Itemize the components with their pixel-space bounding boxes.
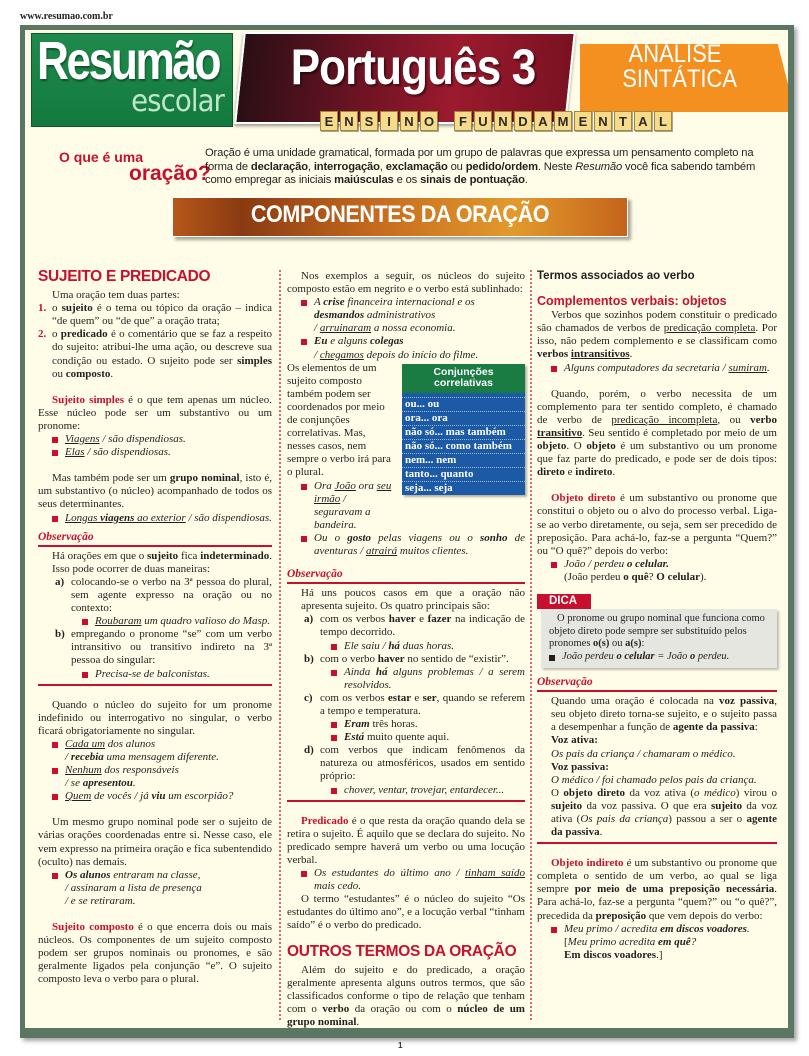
level-tile: N <box>594 111 612 131</box>
bullet-icon <box>52 873 58 879</box>
tile-spacer <box>440 111 452 124</box>
bullet-icon <box>82 672 88 678</box>
lettered-item: a) colocando-se o verbo na 3ª pessoa do plural, sem agente expresso na oração ou no contexto: <box>55 575 272 615</box>
example-item: Eu e alguns colegas / chegamos depois do início do filme. <box>287 335 525 361</box>
conjunction-item: não só... mas também <box>402 425 525 439</box>
bullet-icon <box>551 562 557 568</box>
subheading-complementos: Complementos verbais: objetos <box>537 294 727 309</box>
brand-logo <box>31 33 233 127</box>
example-item: Eram três horas. <box>301 718 525 731</box>
bullet-icon <box>301 484 307 490</box>
example-item: A crise financeira internacional e os desmandos administrativos / arruinaram a nossa economia. <box>287 296 525 335</box>
level-tile: I <box>380 111 398 131</box>
bullet-icon <box>331 670 337 676</box>
observation-title: Observação <box>38 531 272 547</box>
bullet-icon <box>301 536 307 542</box>
tip-body: O pronome ou grupo nominal que funciona como objeto direto pode sempre ser substituído pelos pronomes o(s) ou a(s): João perdeu o celular = João o perdeu. <box>541 609 777 668</box>
bullet-icon <box>52 742 58 748</box>
level-tile: T <box>614 111 632 131</box>
paragraph: Um mesmo grupo nominal pode ser o sujeito de várias orações coordenadas entre si. Nesse caso, ele vem expresso na primeira oração e fica subentendido (oculto) nas demais. <box>38 816 272 868</box>
paragraph: Os elementos de um sujeito composto também podem ser coordenados por meio de conjunções correlativas. Mas, nesses casos, nem sempre o verbo irá para o plural. <box>287 361 391 479</box>
lettered-item: c) com os verbos estar e ser, quando se referem a tempo e temperatura. <box>304 691 526 717</box>
lettered-item: a) com os verbos haver e fazer na indicação de tempo decorrido. <box>304 613 525 639</box>
paragraph: Além do sujeito e do predicado, a oração geralmente apresenta alguns outros termos, que são classificados conforme o tipo de relação que tenham com o verbo da oração ou com o núcleo de um grupo nominal. <box>287 963 525 1028</box>
conjunction-item: ou... ou <box>402 397 525 411</box>
bullet-icon <box>331 788 337 794</box>
paragraph-objeto-direto: Objeto direto é um substantivo ou pronome que constitui o objeto ou o alvo do processo verbal. Liga-se ao verbo diretamente, ou seja, sem ser precedido de preposição. Para achá-lo, faz-se a pergunta “Quem?” ou “O quê?” depois do verbo: <box>537 492 777 557</box>
paragraph: Uma oração tem duas partes: <box>52 289 180 302</box>
page-content <box>25 30 788 1028</box>
bullet-icon <box>331 644 337 650</box>
paragraph-sujeito-composto: Sujeito composto é o que encerra dois ou mais núcleos. Os componentes de um sujeito composto podem ser grupos nominais ou pronomes, e são geralmente ligados pela conjunção “e”. O sujeito composto leva o verbo para o plural. <box>38 921 273 986</box>
lettered-item: b) com o verbo haver no sentido de “existir”. <box>304 652 509 665</box>
bullet-icon <box>52 794 58 800</box>
numbered-item: 2. o predicado é o comentário que se faz a respeito do sujeito: atribui-lhe uma ação, ou descreve sua condição ou estado. O sujeito pode ser simples ou composto. <box>38 328 272 380</box>
level-tile: M <box>554 111 572 131</box>
intro-question-line-1: O que é uma <box>59 149 144 165</box>
example-item: Longas viagens ao exterior / são dispendiosas. <box>38 512 272 525</box>
observation-box: Há orações em que o sujeito fica indeterminado. Isso pode ocorrer de duas maneiras: a) colocando-se o verbo na 3ª pessoa do plural, sem agente expresso na oração ou no contexto: Roubaram um quadro valioso do Masp. b) empregando o pronome “se” com um verbo intransitivo ou transitivo indireto na 3ª pessoa do singular: Precisa-se de balconistas. <box>38 550 272 686</box>
example-item: João / perdeu o celular. (João perdeu o quê? O celular). <box>537 558 777 584</box>
example-item: Viagens / são dispendiosas. <box>38 433 272 446</box>
column-divider <box>530 270 532 1020</box>
topic-title <box>622 40 738 93</box>
paragraph: Nos exemplos a seguir, os núcleos do sujeito composto estão em negrito e o verbo está sublinhado: <box>287 270 525 296</box>
bullet-icon <box>331 735 337 741</box>
site-url[interactable]: www.resumao.com.br <box>20 11 113 22</box>
bullet-icon <box>301 871 307 877</box>
heading-sujeito-predicado: SUJEITO E PREDICADO <box>38 268 211 285</box>
bullet-icon <box>551 927 557 933</box>
example-item: Precisa-se de balconistas. <box>52 668 272 681</box>
level-tile: A <box>634 111 652 131</box>
example-item: Nenhum dos responsáveis / se apresentou. <box>38 764 272 790</box>
example-item: Elas / são dispendiosas. <box>38 446 272 459</box>
bullet-icon <box>301 339 307 345</box>
paragraph-predicado: Predicado é o que resta da oração quando dela se retira o sujeito. É aquilo que se declara do sujeito. No predicado sempre haverá um verbo ou uma locução verbal. <box>287 814 525 866</box>
page-title: Português 3 <box>290 39 536 95</box>
conjunction-item: seja... seja <box>402 481 525 495</box>
example-item: Roubaram um quadro valioso do Masp. <box>52 615 272 628</box>
bullet-icon <box>331 722 337 728</box>
paragraph: Mas também pode ser um grupo nominal, isto é, um substantivo (o núcleo) acompanhado de todos os seus determinantes. <box>38 472 272 511</box>
conjunction-item: tanto... quanto <box>402 467 525 481</box>
level-tile: U <box>474 111 492 131</box>
level-tile: F <box>454 111 472 131</box>
numbered-item: 1. o sujeito é o tema ou tópico da oração – indica “de quem” ou “de que” a oração trata; <box>38 302 273 328</box>
tip-label: DICA <box>537 594 591 609</box>
example-item: Os alunos entraram na classe, / assinaram a lista de presença / e se retiraram. <box>38 869 272 908</box>
conjunction-item: ora... ora <box>402 411 525 425</box>
paragraph-objeto-indireto: Objeto indireto é um substantivo ou pronome que completa o sentido de um verbo, ao qual se liga sempre por meio de uma preposição necessária. Para achá-lo, faz-se a pergunta “quem?” ou “o quê?”, precedida da preposição que vem depois do verbo: <box>537 857 778 922</box>
example-item: Ainda há alguns problemas / a serem resolvidos. <box>301 666 525 692</box>
column-1 <box>38 270 272 987</box>
observation-title: Observação <box>287 568 525 584</box>
bullet-icon <box>549 655 555 661</box>
bullet-icon <box>52 437 58 443</box>
topic-line-2: SINTÁTICA <box>622 65 738 93</box>
paragraph-sujeito-simples: Sujeito simples é o que tem apenas um núcleo. Esse núcleo pode ser um substantivo ou um pronome: <box>38 393 272 432</box>
example-item: Alguns computadores da secretaria / sumiram. <box>537 362 777 375</box>
tip-box <box>537 594 777 668</box>
level-tile: N <box>494 111 512 131</box>
heading-termos-verbo: Termos associados ao verbo <box>537 270 695 282</box>
level-tile: N <box>340 111 358 131</box>
intro-text: Oração é uma unidade gramatical, formada por um grupo de palavras que expressa um pensamento completo na forma de declaração, interrogação, exclamação ou pedido/ordem. Neste Resumão você fica sabendo também como empregar as iniciais maiúsculas e os sinais de pontuação. <box>205 147 756 186</box>
observation-box: Há uns poucos casos em que a oração não apresenta sujeito. Os quatro principais são: a) com os verbos haver e fazer na indicação de tempo decorrido. Ele saiu / há duas horas. b) com o verbo haver no sentido de “existir”. Ainda há alguns problemas / a serem resolvidos. c) com os verbos estar e ser, quando se referem a tempo e temperatura. Eram três horas. Está muito quente aqui. d) com verbos que indicam fenômenos da natureza ou atmosféricos, usados em sentido próprio: chover, ventar, trovejar, entardecer... <box>287 587 525 802</box>
level-tile: L <box>654 111 672 131</box>
level-tile: E <box>574 111 592 131</box>
example-item: Ele saiu / há duas horas. <box>301 640 525 653</box>
paragraph: Quando, porém, o verbo necessita de um complemento para ter sentido completo, é chamado de verbo de predicação incompleta, ou verbo transitivo. Seu sentido é completado por meio de um objeto. O objeto é um substantivo ou um pronome que faz parte do predicado, e pode ser de dois tipos: direto e indireto. <box>537 387 777 479</box>
paragraph: Verbos que sozinhos podem constituir o predicado são chamados de verbos de predicação completa. Por isso, não pedem complemento e se classificam como verbos intransitivos. <box>537 309 777 361</box>
example-item: João perdeu o celular = João o perdeu. <box>549 651 771 664</box>
paragraph: O termo “estudantes” é o núcleo do sujeito “Os estudantes do último ano”, e a locução verbal “tinham saído” é o verbo do predicado. <box>287 893 525 932</box>
bullet-icon <box>82 619 88 625</box>
bullet-icon <box>551 366 557 372</box>
topic-line-1: ANÁLISE <box>628 40 722 68</box>
example-item: Está muito quente aqui. <box>301 731 525 744</box>
example-item: Cada um dos alunos / recebia uma mensagem diferente. <box>38 738 272 764</box>
observation-box: Quando uma oração é colocada na voz passiva, seu objeto direto torna-se sujeito, e o sujeito passa a desempenhar a função de agente da passiva: Voz ativa: Os pais da criança / chamaram o médico. Voz passiva: O médico / foi chamado pelos pais da criança. O objeto direto da voz ativa (o médico) virou o sujeito da voz passiva. O que era sujeito da voz ativa (Os pais da criança) passou a ser o agente da passiva. <box>537 695 777 844</box>
observation-title: Observação <box>537 676 777 692</box>
level-tiles <box>320 111 672 131</box>
page-frame <box>20 25 794 1038</box>
bullet-icon <box>52 516 58 522</box>
level-tile: A <box>534 111 552 131</box>
lettered-item: b) empregando o pronome “se” com um verbo intransitivo ou transitivo indireto na 3ª pessoa do singular: <box>55 628 272 667</box>
column-divider <box>279 270 281 1020</box>
example-item: Os estudantes do último ano / tinham saído mais cedo. <box>287 867 525 893</box>
example-item: chover, ventar, trovejar, entardecer... <box>301 784 525 797</box>
paragraph: Quando o núcleo do sujeito for um pronome indefinido ou interrogativo no singular, o verbo ficará obrigatoriamente no singular. <box>38 698 272 737</box>
level-tile: S <box>360 111 378 131</box>
conjunctions-box <box>402 364 525 495</box>
bullet-icon <box>301 300 307 306</box>
section-banner-title: COMPONENTES DA ORAÇÃO <box>250 201 550 228</box>
intro-question-line-2: oração? <box>129 162 211 185</box>
level-tile: E <box>320 111 338 131</box>
page-number: 1 <box>398 1041 403 1050</box>
column-3 <box>537 270 777 962</box>
bullet-icon <box>52 450 58 456</box>
example-item: Ou o gosto pelas viagens ou o sonho de aventuras / atrairá muitos clientes. <box>287 532 525 558</box>
heading-outros-termos: OUTROS TERMOS DA ORAÇÃO <box>287 942 517 960</box>
example-item: Quem de vocês / já viu um escorpião? <box>38 790 272 803</box>
bullet-icon <box>52 768 58 774</box>
level-tile: N <box>400 111 418 131</box>
example-item: Ora João ora seu irmão / seguravam a bandeira. <box>287 480 394 532</box>
logo-sub-text: escolar <box>131 84 224 119</box>
level-tile: D <box>514 111 532 131</box>
example-item: Meu primo / acredita em discos voadores. [Meu primo acredita em quê? Em discos voadores.] <box>537 923 777 962</box>
logo-main-text: Resumão <box>37 31 220 91</box>
level-tile: O <box>420 111 438 131</box>
column-2 <box>287 270 525 1028</box>
lettered-item: d) com verbos que indicam fenômenos da natureza ou atmosféricos, usados em sentido próprio: <box>304 744 525 783</box>
conjunction-item: não só... como também <box>402 439 525 453</box>
conjunctions-box-title: Conjunções correlativas <box>402 364 525 393</box>
conjunction-item: nem... nem <box>402 453 525 467</box>
